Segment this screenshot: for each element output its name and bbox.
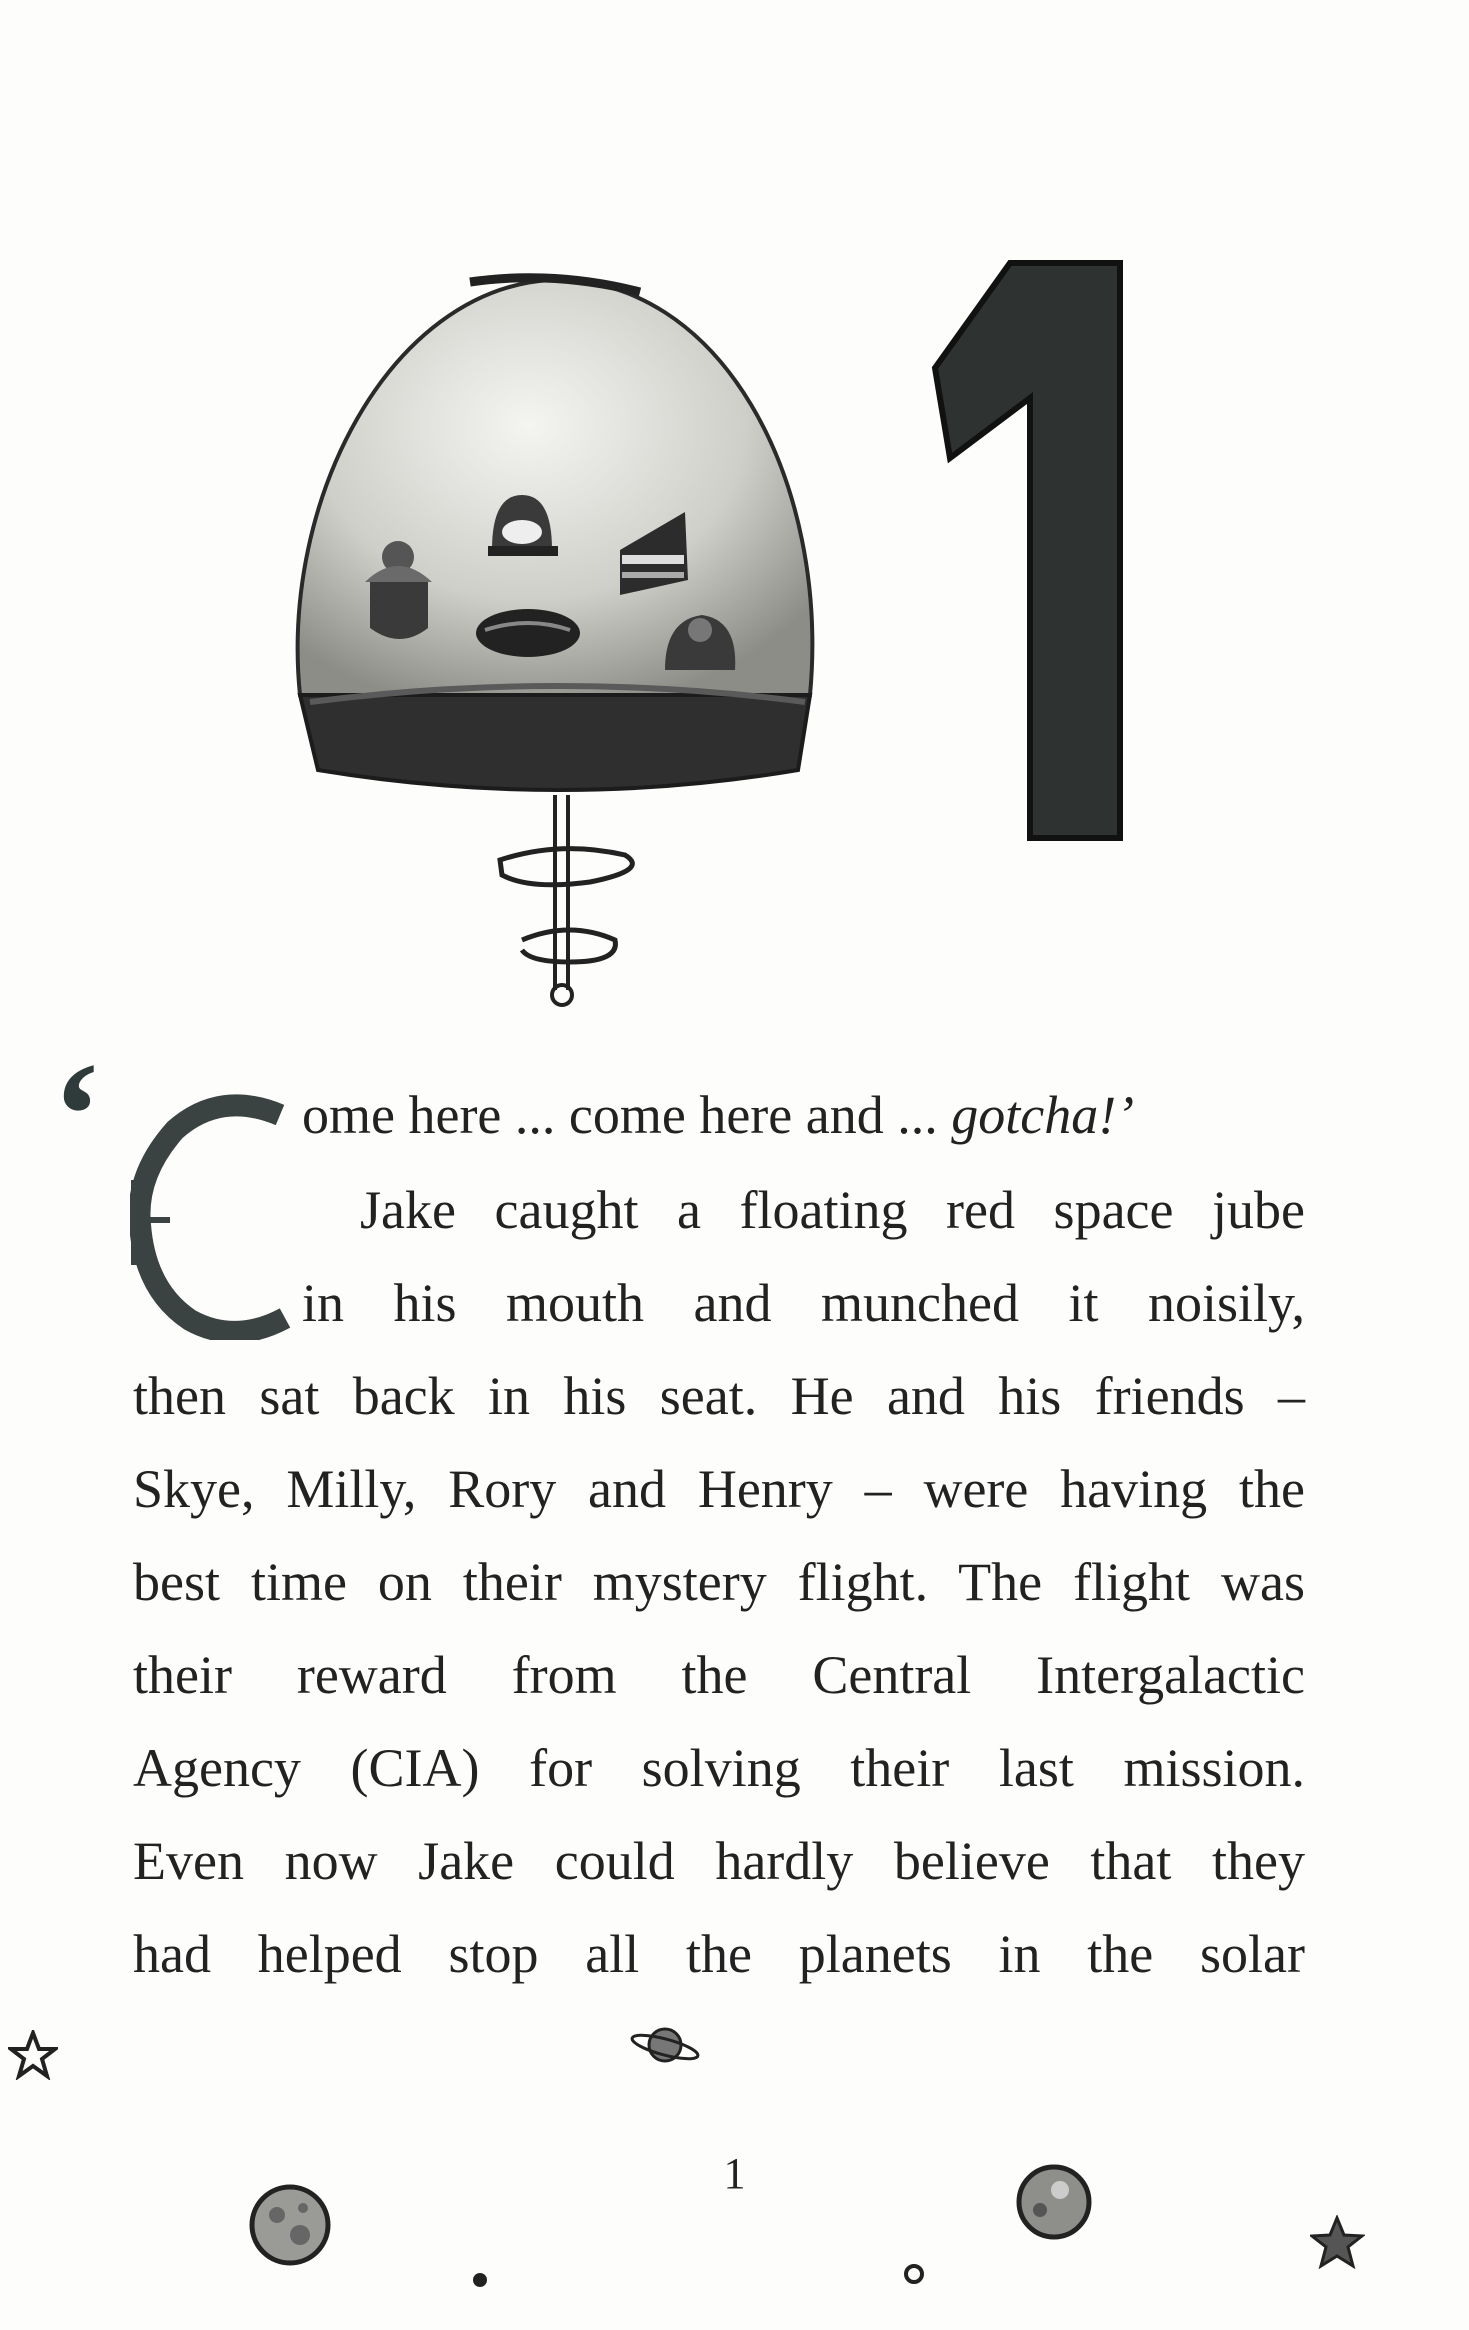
body-line-10: had helped stop all the planets in the solar [133,1924,1305,1984]
star-icon [1310,2215,1365,2270]
space-candy-dispenser-illustration [270,250,870,1010]
ring-icon [902,2262,926,2286]
body-line-3: in his mouth and munched it noisily, [302,1273,1305,1333]
page-number: 1 [723,2149,746,2198]
body-line-6: best time on their mystery flight. The flight was [133,1552,1305,1612]
body-line-5: Skye, Milly, Rory and Henry – were having the [133,1459,1305,1519]
opening-quote-mark: ‘ [52,1032,102,1198]
body-line-1-text: ome here ... come here and ... [302,1085,952,1145]
body-line-1 [302,1085,1135,1145]
drop-cap-letter [130,1090,295,1340]
star-icon [8,2030,58,2080]
chapter-number: 1 [930,258,931,259]
body-line-2: Jake caught a floating red space jube [360,1180,1305,1240]
body-line-8: Agency (CIA) for solving their last mission. [133,1738,1305,1798]
chapter-number-graphic [930,258,1130,848]
body-line-9: Even now Jake could hardly believe that they [133,1831,1305,1891]
body-line-7: their reward from the Central Intergalactic [133,1645,1305,1705]
body-line-1-italic: gotcha!’ [951,1085,1135,1145]
candy-bean-icon [476,609,580,657]
drop-cap-text: C [130,1090,131,1091]
planet-icon [625,2020,705,2070]
dot-icon [470,2270,490,2290]
body-line-4: then sat back in his seat. He and his friends – [133,1366,1305,1426]
